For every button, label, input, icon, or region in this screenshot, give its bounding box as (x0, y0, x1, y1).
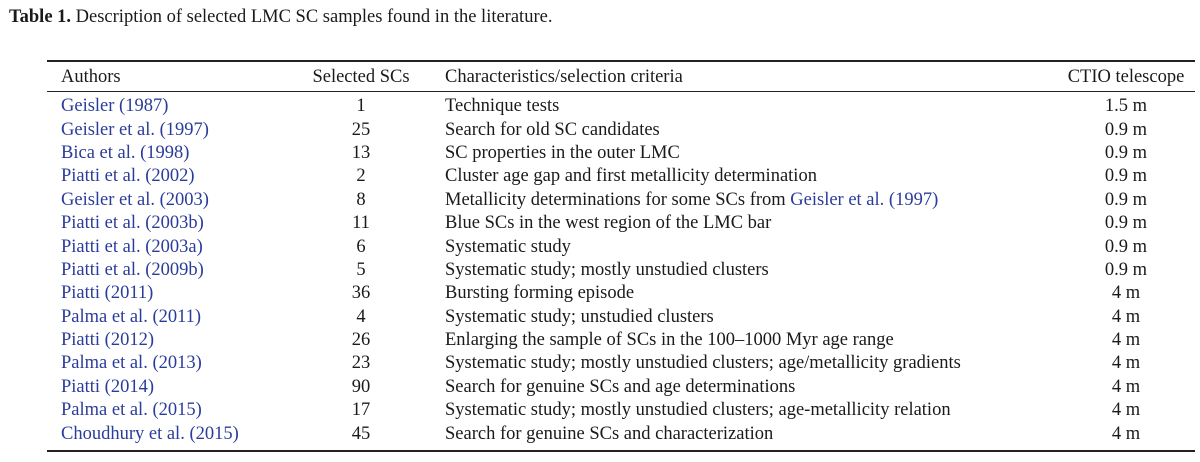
header-criteria: Characteristics/selection criteria (445, 67, 683, 87)
selected-scs-cell: 5 (356, 259, 366, 280)
header-telescope: CTIO telescope (1067, 67, 1185, 87)
selected-scs-cell: 11 (352, 213, 370, 234)
selected-scs-cell: 6 (356, 236, 366, 257)
author-cell (47, 259, 293, 282)
author-cell (47, 165, 293, 188)
author-reference-link[interactable]: Piatti (2011) (61, 283, 154, 304)
author-cell (47, 235, 293, 258)
table-row (47, 142, 1195, 165)
criteria-cell (429, 376, 1057, 399)
author-cell (47, 306, 293, 329)
table-row (47, 91, 1195, 118)
author-cell (47, 118, 293, 141)
table-row (47, 212, 1195, 235)
author-cell (47, 329, 293, 352)
criteria-text: SC properties in the outer LMC (445, 142, 680, 163)
criteria-cell (429, 142, 1057, 165)
author-cell (47, 422, 293, 445)
criteria-cell (429, 118, 1057, 141)
criteria-cell (429, 189, 1057, 212)
criteria-text: Systematic study (445, 236, 571, 257)
author-reference-link[interactable]: Piatti (2014) (61, 376, 155, 397)
author-reference-link[interactable]: Choudhury et al. (2015) (61, 423, 239, 444)
table-row (47, 306, 1195, 329)
telescope-cell: 0.9 m (1104, 213, 1148, 234)
author-cell (47, 91, 293, 118)
criteria-cell (429, 329, 1057, 352)
table-row (47, 282, 1195, 305)
telescope-cell: 4 m (1111, 330, 1141, 351)
author-reference-link[interactable]: Geisler et al. (2003) (61, 189, 209, 210)
table-row (47, 235, 1195, 258)
author-cell (47, 282, 293, 305)
author-reference-link[interactable]: Geisler et al. (1997) (61, 119, 209, 140)
telescope-cell: 0.9 m (1104, 166, 1148, 187)
author-reference-link[interactable]: Geisler (1987) (61, 96, 169, 117)
selected-scs-cell: 8 (356, 189, 366, 210)
table-row (47, 189, 1195, 212)
author-cell (47, 142, 293, 165)
criteria-text: Bursting forming episode (445, 283, 635, 304)
selected-scs-cell: 17 (351, 400, 371, 421)
selected-scs-cell: 90 (351, 376, 371, 397)
selected-scs-cell: 4 (356, 306, 366, 327)
criteria-cell (429, 306, 1057, 329)
selected-scs-cell: 13 (351, 142, 371, 163)
criteria-reference-link[interactable]: Geisler et al. (1997) (790, 189, 939, 210)
samples-table (47, 64, 1195, 446)
author-reference-link[interactable]: Bica et al. (1998) (61, 142, 190, 163)
selected-scs-cell: 23 (351, 353, 371, 374)
criteria-cell (429, 235, 1057, 258)
header-selected-scs: Selected SCs (312, 67, 410, 87)
telescope-cell: 4 m (1111, 423, 1141, 444)
table-row (47, 399, 1195, 422)
criteria-cell (429, 399, 1057, 422)
criteria-cell (429, 352, 1057, 375)
telescope-cell: 0.9 m (1104, 259, 1148, 280)
criteria-text: Metallicity determinations for some SCs from (445, 189, 791, 210)
criteria-text: Systematic study; mostly unstudied clusters; age/metallicity gradients (445, 353, 961, 374)
author-cell (47, 376, 293, 399)
telescope-cell: 4 m (1111, 400, 1141, 421)
author-reference-link[interactable]: Piatti (2012) (61, 330, 155, 351)
table-row (47, 352, 1195, 375)
criteria-cell (429, 422, 1057, 445)
selected-scs-cell: 36 (351, 283, 371, 304)
author-reference-link[interactable]: Palma et al. (2013) (61, 353, 202, 374)
table-caption (9, 7, 552, 28)
criteria-text: Search for old SC candidates (445, 119, 660, 140)
header-row (47, 64, 1195, 91)
telescope-cell: 4 m (1111, 376, 1141, 397)
author-reference-link[interactable]: Piatti et al. (2009b) (61, 259, 204, 280)
author-cell (47, 189, 293, 212)
author-cell (47, 212, 293, 235)
telescope-cell: 0.9 m (1104, 142, 1148, 163)
table-row (47, 118, 1195, 141)
criteria-text: Enlarging the sample of SCs in the 100–1000 Myr age range (445, 330, 894, 351)
selected-scs-cell: 26 (351, 330, 371, 351)
selected-scs-cell: 45 (351, 423, 371, 444)
telescope-cell: 0.9 m (1104, 236, 1148, 257)
selected-scs-cell: 25 (351, 119, 371, 140)
caption-label: Table 1. (9, 7, 72, 27)
table-row (47, 422, 1195, 445)
table-row (47, 329, 1195, 352)
criteria-cell (429, 282, 1057, 305)
telescope-cell: 4 m (1111, 283, 1141, 304)
header-authors: Authors (61, 67, 121, 87)
selected-scs-cell: 2 (356, 166, 366, 187)
bottom-rule (47, 450, 1195, 452)
telescope-cell: 4 m (1111, 306, 1141, 327)
criteria-text: Blue SCs in the west region of the LMC bar (445, 213, 772, 234)
criteria-text: Systematic study; mostly unstudied clusters (445, 259, 769, 280)
author-reference-link[interactable]: Piatti et al. (2002) (61, 166, 195, 187)
telescope-cell: 1.5 m (1104, 96, 1148, 117)
telescope-cell: 0.9 m (1104, 189, 1148, 210)
criteria-text: Systematic study; unstudied clusters (445, 306, 714, 327)
author-reference-link[interactable]: Palma et al. (2011) (61, 306, 202, 327)
criteria-cell (429, 212, 1057, 235)
author-reference-link[interactable]: Palma et al. (2015) (61, 400, 202, 421)
table-row (47, 259, 1195, 282)
criteria-text: Cluster age gap and first metallicity determination (445, 166, 817, 187)
author-cell (47, 352, 293, 375)
criteria-text: Search for genuine SCs and characterization (445, 423, 774, 444)
author-reference-link[interactable]: Piatti et al. (2003b) (61, 213, 204, 234)
author-cell (47, 399, 293, 422)
criteria-text: Technique tests (445, 96, 560, 117)
caption-text: Description of selected LMC SC samples found in the literature. (71, 7, 553, 27)
telescope-cell: 0.9 m (1104, 119, 1148, 140)
top-rule (47, 60, 1195, 62)
criteria-text: Systematic study; mostly unstudied clusters; age-metallicity relation (445, 400, 951, 421)
selected-scs-cell: 1 (356, 96, 366, 117)
table-row (47, 376, 1195, 399)
telescope-cell: 4 m (1111, 353, 1141, 374)
criteria-cell (429, 165, 1057, 188)
criteria-text: Search for genuine SCs and age determinations (445, 376, 796, 397)
criteria-cell (429, 259, 1057, 282)
criteria-cell (429, 91, 1057, 118)
table-row (47, 165, 1195, 188)
author-reference-link[interactable]: Piatti et al. (2003a) (61, 236, 203, 257)
